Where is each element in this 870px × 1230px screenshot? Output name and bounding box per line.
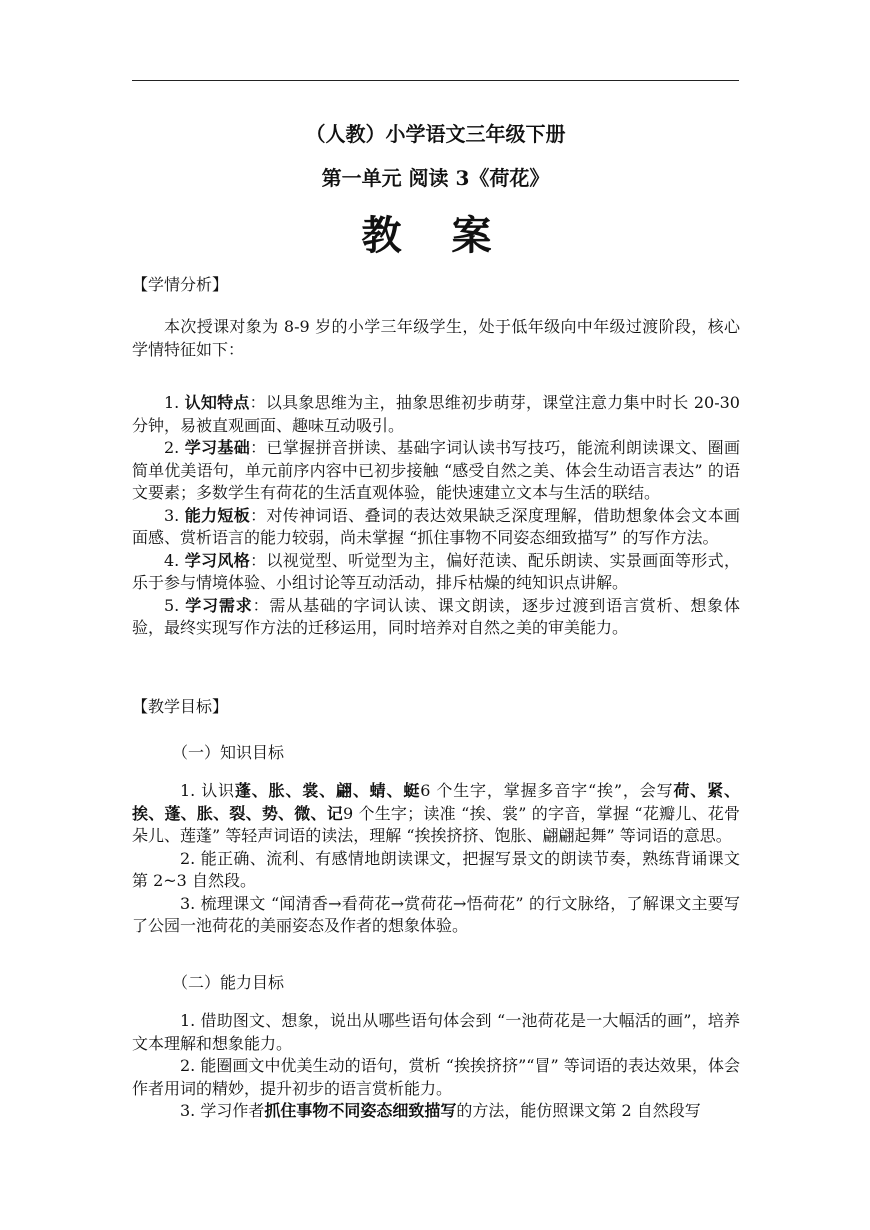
analysis-item: 3. 能力短板：对传神词语、叠词的表达效果缺乏深度理解，借助想象体会文本画面感、赏析语言的能力较弱，尚未掌握 “抓住事物不同姿态细致描写” 的写作方法。 xyxy=(132,505,740,547)
ability-list xyxy=(132,1010,740,1123)
section-heading-analysis: 【学情分析】 xyxy=(132,275,229,294)
knowledge-item: 3. 梳理课文 “闻清香→看荷花→赏荷花→悟荷花” 的行文脉络，了解课文主要写了公园一池荷花的美丽姿态及作者的想象体验。 xyxy=(132,893,740,935)
knowledge-item: 2. 能正确、流利、有感情地朗读课文，把握写景文的朗读节奏，熟练背诵课文第 2~3 自然段。 xyxy=(132,848,740,890)
section-heading-goals: 【教学目标】 xyxy=(132,697,229,716)
ability-item: 2. 能圈画文中优美生动的语句，赏析 “挨挨挤挤”“冒” 等词语的表达效果，体会作者用词的精妙，提升初步的语言赏析能力。 xyxy=(132,1056,740,1098)
subsection-heading-ability: （二）能力目标 xyxy=(172,973,285,992)
analysis-item: 2. 学习基础：已掌握拼音拼读、基础字词认读书写技巧，能流利朗读课文、圈画简单优美语句，单元前序内容中已初步接触 “感受自然之美、体会生动语言表达” 的语文要素；多数学生有荷花的生活直观体验，能快速建立文本与生活的联结。 xyxy=(132,438,740,502)
subsection-heading-knowledge: （一）知识目标 xyxy=(172,743,285,762)
analysis-item: 1. 认知特点：以具象思维为主，抽象思维初步萌芽，课堂注意力集中时长 20-30 分钟，易被直观画面、趣味互动吸引。 xyxy=(132,393,740,435)
analysis-item: 5. 学习需求：需从基础的字词认读、课文朗读，逐步过渡到语言赏析、想象体验，最终实现写作方法的迁移运用，同时培养对自然之美的审美能力。 xyxy=(132,595,740,637)
ability-item: 3. 学习作者抓住事物不同姿态细致描写的方法，能仿照课文第 2 自然段写 xyxy=(180,1101,701,1120)
doc-title-main: 教 案 xyxy=(361,212,510,259)
header-rule xyxy=(132,80,739,81)
knowledge-list xyxy=(132,780,740,938)
knowledge-item: 1. 认识蓬、胀、裳、翩、蜻、蜓6 个生字，掌握多音字“挨”，会写荷、紧、挨、蓬、胀、裂、势、微、记9 个生字；读准 “挨、裳” 的字音，掌握 “花瓣儿、花骨朵儿、莲蓬” 等轻声词语的读法，理解 “挨挨挤挤、饱胀、翩翩起舞” 等词语的意思。 xyxy=(132,781,740,845)
analysis-item: 4. 学习风格：以视觉型、听觉型为主，偏好范读、配乐朗读、实景画面等形式，乐于参与情境体验、小组讨论等互动活动，排斥枯燥的纯知识点讲解。 xyxy=(132,550,740,592)
doc-title-unit: 第一单元 阅读 3《荷花》 xyxy=(321,166,550,190)
analysis-intro: 本次授课对象为 8-9 岁的小学三年级学生，处于低年级向中年级过渡阶段，核心学情特征如下： xyxy=(132,317,740,359)
analysis-list xyxy=(132,392,740,640)
ability-item: 1. 借助图文、想象，说出从哪些语句体会到 “一池荷花是一大幅活的画”，培养文本理解和想象能力。 xyxy=(132,1011,740,1053)
doc-title-grade: （人教）小学语文三年级下册 xyxy=(305,122,566,146)
